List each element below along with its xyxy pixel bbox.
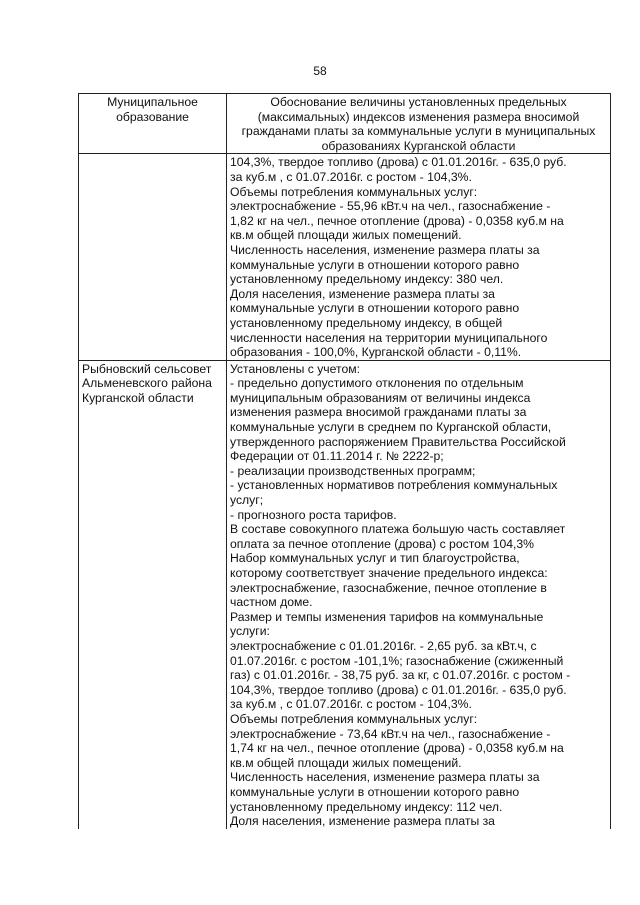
- text-line: коммунальные услуги в отношении которого равно: [230, 784, 520, 799]
- municipality-cell: [79, 360, 227, 829]
- text-line: установленному предельному индексу: 380 чел.: [230, 272, 504, 287]
- text-line: частном доме.: [230, 595, 313, 610]
- text-line: электроснабжение - 73,64 кВт.ч на чел., газоснабжение -: [230, 726, 551, 741]
- table-row-continuation: [79, 154, 611, 360]
- text-line: Численность населения, изменение размера платы за: [230, 770, 540, 785]
- text-line: за куб.м , с 01.07.2016г. с ростом - 104,3%.: [230, 697, 472, 712]
- text-line: образования - 100,0%, Курганской области - 0,11%.: [230, 345, 522, 360]
- text-line: Доля населения, изменение размера платы за: [230, 286, 495, 301]
- text-line: Объемы потребления коммунальных услуг:: [230, 711, 478, 726]
- text-line: коммунальные услуги в отношении которого равно: [230, 301, 520, 316]
- text-line: установленному предельному индексу: 112 чел.: [230, 799, 503, 814]
- text-line: В составе совокупного платежа большую часть составляет: [230, 522, 566, 537]
- text-line: 1,82 кг на чел., печное отопление (дрова) - 0,0358 куб.м на: [230, 213, 564, 228]
- indices-table: [78, 93, 611, 829]
- continuation-municipality-cell: [79, 154, 227, 360]
- text-line: электроснабжение - 55,96 кВт.ч на чел., газоснабжение -: [230, 199, 551, 214]
- text-line: - прогнозного роста тарифов.: [230, 507, 397, 522]
- text-line: оплата за печное отопление (дрова) с ростом 104,3%: [230, 536, 535, 551]
- text-line: Доля населения, изменение размера платы за: [230, 814, 495, 829]
- text-line: установленному предельному индексу, в общей: [230, 315, 503, 330]
- text-line: Численность населения, изменение размера платы за: [230, 242, 540, 257]
- header-justification: Обоснование величины установленных предельных (максимальных) индексов изменения размера вносимой гражданами платы за коммунальные услуги в муниципальных образованиях Курганской области: [227, 94, 611, 154]
- text-line: услуги:: [230, 624, 270, 639]
- text-line: - предельно допустимого отклонения по отдельным: [230, 376, 524, 391]
- text-line: 104,3%, твердое топливо (дрова) с 01.01.2016г. - 635,0 руб.: [230, 155, 567, 170]
- text-line: услуг;: [230, 493, 264, 508]
- text-line: которому соответствует значение предельного индекса:: [230, 566, 548, 580]
- text-line: - установленных нормативов потребления коммунальных: [230, 478, 558, 493]
- text-line: 104,3%, твердое топливо (дрова) с 01.01.2016г. - 635,0 руб.: [230, 682, 567, 697]
- municipality-line: Рыбновский сельсовет: [82, 361, 212, 376]
- table-header-row: [79, 94, 611, 154]
- text-line: кв.м общей площади жилых помещений.: [230, 228, 462, 243]
- text-line: утвержденного распоряжением Правительства Российской: [230, 434, 566, 449]
- text-line: электроснабжение с 01.01.2016г. - 2,65 руб. за кВт.ч, с: [230, 638, 537, 653]
- text-line: численности населения на территории муниципального: [230, 330, 548, 345]
- justification-cell: [227, 360, 611, 829]
- header-municipality: Муниципальное образование: [79, 94, 227, 154]
- text-line: электроснабжение, газоснабжение, печное отопление в: [230, 580, 547, 595]
- text-line: Набор коммунальных услуг и тип благоустройства,: [230, 551, 520, 566]
- text-line: Установлены с учетом:: [230, 361, 360, 376]
- table-row-rybnovsky: [79, 360, 611, 829]
- text-line: - реализации производственных программ;: [230, 463, 476, 478]
- text-line: 1,74 кг на чел., печное отопление (дрова) - 0,0358 куб.м на: [230, 741, 564, 756]
- text-line: коммунальные услуги в отношении которого равно: [230, 257, 520, 272]
- text-line: газ) с 01.01.2016г. - 38,75 руб. за кг, с 01.07.2016г. с ростом -: [230, 668, 571, 683]
- municipality-line: Альменевского района: [82, 376, 212, 391]
- text-line: Объемы потребления коммунальных услуг:: [230, 184, 478, 199]
- text-line: изменения размера вносимой гражданами платы за: [230, 405, 527, 420]
- municipality-line: Курганской области: [82, 390, 194, 405]
- text-line: кв.м общей площади жилых помещений.: [230, 755, 462, 770]
- text-line: Размер и темпы изменения тарифов на коммунальные: [230, 609, 544, 624]
- text-line: за куб.м , с 01.07.2016г. с ростом - 104,3%.: [230, 169, 472, 184]
- text-line: 01.07.2016г. с ростом -101,1%; газоснабжение (сжиженный: [230, 653, 564, 668]
- continuation-justification-cell: [227, 154, 611, 360]
- page-number: 58: [313, 64, 327, 78]
- text-line: Федерации от 01.11.2014 г. № 2222-р;: [230, 449, 444, 464]
- text-line: муниципальным образованиям от величины индекса: [230, 390, 531, 405]
- text-line: коммунальные услуги в среднем по Курганской области,: [230, 420, 552, 435]
